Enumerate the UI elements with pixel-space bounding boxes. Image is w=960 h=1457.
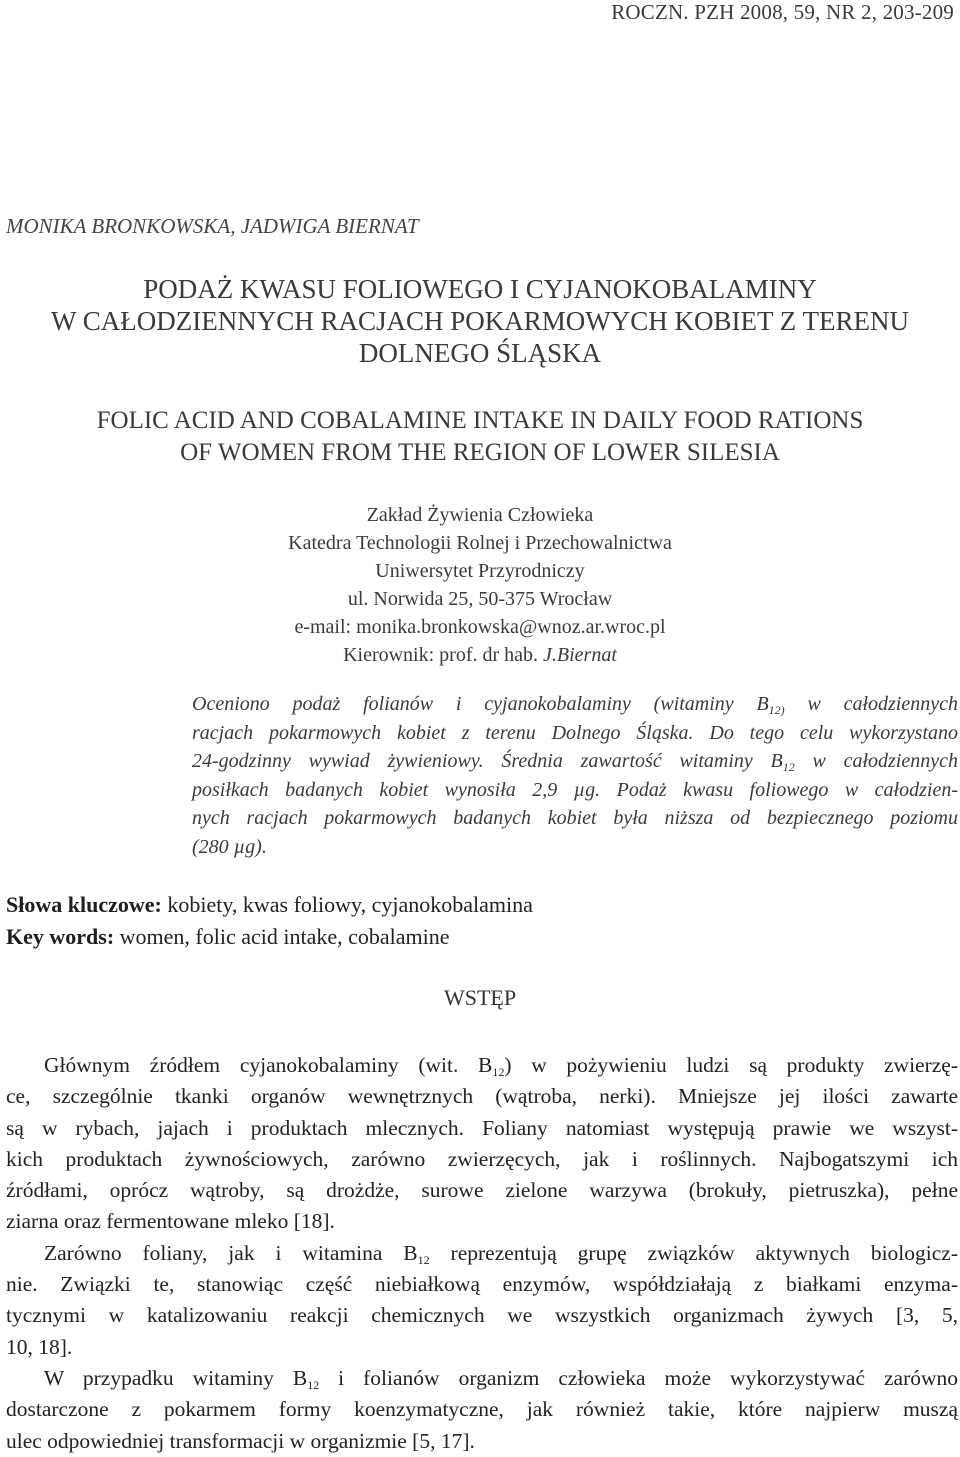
body-line: tycznymi w katalizowaniu reakcji chemicznych we wszystkich organizmach żywych [3, 5, — [6, 1303, 958, 1328]
body-text — [6, 1050, 958, 1457]
running-head: ROCZN. PZH 2008, 59, NR 2, 203-209 — [611, 0, 954, 24]
abstract-text: 24-godzinny wywiad żywieniowy. Średnia zawartość witaminy B — [192, 750, 783, 772]
keywords-english-label: Key words: — [6, 924, 115, 949]
title-english — [0, 405, 960, 469]
subscript-12: 12 — [492, 1065, 505, 1079]
title-polish — [0, 273, 960, 369]
abstract-line: posiłkach badanych kobiet wynosiła 2,9 µg. Podaż kwasu foliowego w całodzien- — [192, 778, 958, 801]
body-line — [6, 1238, 958, 1269]
body-text-run: Głównym źródłem cyjanokobalaminy (wit. B — [44, 1053, 493, 1077]
abstract-text: w całodziennych — [784, 693, 958, 715]
abstract — [192, 690, 958, 861]
body-line: dostarczone z pokarmem formy koenzymatyczne, jak również takie, które najpierw muszą — [6, 1397, 958, 1422]
keywords-english — [6, 921, 533, 953]
keywords-english-text: women, folic acid intake, cobalamine — [114, 924, 450, 949]
subscript-12: 12 — [782, 760, 795, 774]
body-line: 10, 18]. — [6, 1334, 73, 1359]
body-text-run: W przypadku witaminy B — [44, 1365, 308, 1390]
title-polish-line: DOLNEGO ŚLĄSKA — [358, 338, 602, 368]
body-line: ulec odpowiedniej transformacji w organizmie [5, 17]. — [6, 1428, 475, 1453]
abstract-line — [192, 747, 958, 776]
body-line: nie. Związki te, stanowiąc część niebiałkową enzymów, współdziałają z białkami enzyma- — [6, 1272, 958, 1297]
keywords-polish-text: kobiety, kwas foliowy, cyjanokobalamina — [161, 892, 533, 917]
section-title: WSTĘP — [443, 985, 517, 1010]
authors: MONIKA BRONKOWSKA, JADWIGA BIERNAT — [6, 214, 419, 238]
keywords-polish — [6, 889, 533, 921]
affiliation-line: Katedra Technologii Rolnej i Przechowalnictwa — [288, 532, 672, 554]
keywords-polish-label: Słowa kluczowe: — [6, 892, 162, 917]
title-english-line: FOLIC ACID AND COBALAMINE INTAKE IN DAILY FOOD RATIONS — [96, 407, 864, 434]
abstract-line — [192, 690, 958, 719]
body-line: kich produktach żywnościowych, zarówno zwierzęcych, jak i roślinnych. Najbogatszymi ich — [6, 1146, 958, 1171]
subscript-12: 12 — [417, 1252, 430, 1267]
affiliation-address: ul. Norwida 25, 50-375 Wrocław — [347, 588, 613, 610]
head-prefix: Kierownik: prof. dr hab. — [343, 644, 544, 666]
body-text-run: ) w pożywieniu ludzi są produkty zwierzę- — [504, 1053, 958, 1077]
body-line: są w rybach, jajach i produktach mlecznych. Foliany natomiast występują prawie we wszyst- — [6, 1115, 958, 1140]
body-line: źródłami, oprócz wątroby, są drożdże, surowe zielone warzywa (brokuły, pietruszka), pełne — [6, 1178, 958, 1203]
title-english-line: OF WOMEN FROM THE REGION OF LOWER SILESIA — [180, 439, 780, 466]
body-line: ce, szczególnie tkanki organów wewnętrznych (wątroba, nerki). Mniejsze jej ilości zawarte — [6, 1084, 958, 1109]
body-text-run: reprezentują grupę związków aktywnych biologicz- — [429, 1240, 959, 1265]
affiliation-line: Zakład Żywienia Człowieka — [366, 504, 594, 526]
affiliation-line: Uniwersytet Przyrodniczy — [375, 560, 585, 582]
head-of-department — [0, 641, 960, 669]
body-text-run: i folianów organizm człowieka może wykorzystywać zarówno — [319, 1365, 959, 1390]
title-polish-line: PODAŻ KWASU FOLIOWEGO I CYJANOKOBALAMINY — [143, 274, 817, 304]
abstract-line: nych racjach pokarmowych badanych kobiet była niższa od bezpiecznego poziomu — [192, 807, 958, 829]
body-line — [6, 1050, 958, 1081]
keywords — [6, 889, 533, 953]
subscript-12: 12) — [768, 703, 785, 717]
body-text-run: Zarówno foliany, jak i witamina B — [44, 1240, 418, 1265]
head-name: J.Biernat — [543, 644, 617, 666]
abstract-line: racjach pokarmowych kobiet z terenu Dolnego Śląska. Do tego celu wykorzystano — [192, 721, 958, 744]
body-line — [6, 1363, 958, 1394]
affiliation — [0, 501, 960, 669]
affiliation-email: e-mail: monika.bronkowska@wnoz.ar.wroc.pl — [294, 616, 666, 638]
abstract-text: w całodziennych — [794, 750, 958, 772]
subscript-12: 12 — [307, 1377, 320, 1392]
abstract-line: (280 µg). — [192, 835, 267, 858]
body-line: ziarna oraz fermentowane mleko [18]. — [6, 1209, 335, 1234]
abstract-text: Oceniono podaż folianów i cyjanokobalaminy (witaminy B — [192, 693, 769, 715]
title-polish-line: W CAŁODZIENNYCH RACJACH POKARMOWYCH KOBIET Z TERENU — [50, 306, 909, 336]
